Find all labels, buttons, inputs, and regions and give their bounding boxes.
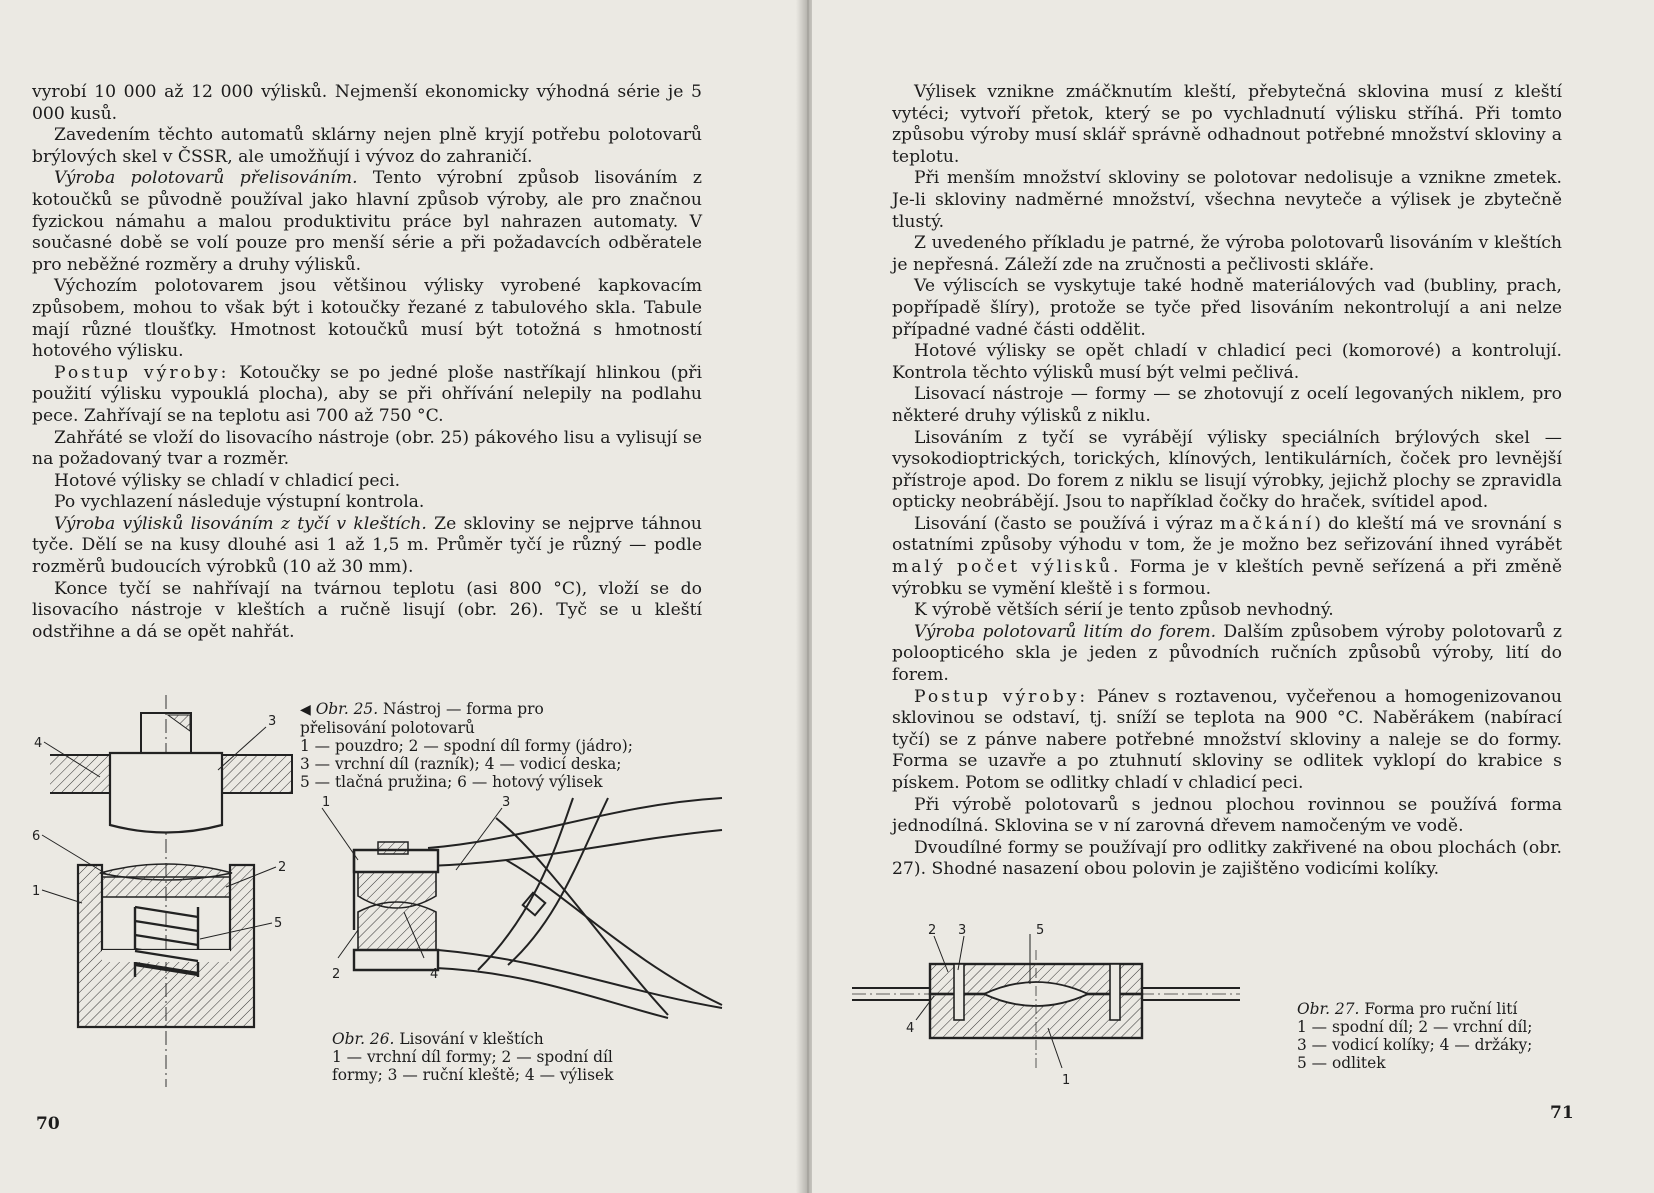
fig27-label-2: 2	[928, 923, 937, 938]
fig27-label-5: 5	[1036, 923, 1045, 938]
fig27-caption-line: Forma pro ruční lití	[1364, 1000, 1518, 1018]
paragraph	[32, 82, 702, 125]
fig26-label-3: 3	[502, 795, 511, 810]
fig25-label-6: 6	[32, 829, 41, 844]
fig26-label-4: 4	[430, 967, 439, 982]
paragraph	[892, 622, 1562, 687]
paragraph	[32, 492, 702, 514]
paragraph	[892, 341, 1562, 384]
figure-26-caption	[332, 1030, 702, 1084]
paragraph	[32, 514, 702, 579]
paragraph-text-run: Ze skloviny se nejprve táhnou tyče. Dělí se na kusy dlouhé asi 1 až 1,5 m. Průměr tyčí je různý — podle rozměrů budoucích výrobků (10 až 30 mm).	[32, 513, 702, 578]
fig25-caption-line: 5 — tlačná pružina; 6 — hotový výlisek	[300, 773, 603, 791]
paragraph-text-run: Ve výliscích se vyskytuje také hodně materiálových vad (bubliny, prach, popřípadě šlíry), protože se tyče před lisováním nekontrolují a ani nelze případné vadné části oddělit.	[892, 276, 1562, 340]
paragraph-text-run: Výroba výlisků lisováním z tyčí v kleštích.	[54, 513, 427, 534]
fig25-label-4: 4	[34, 736, 43, 751]
fig25-label-2: 2	[278, 860, 287, 875]
paragraph-text-run: Z uvedeného příkladu je patrné, že výroba polotovarů lisováním v kleštích je nepřesná. Záleží zde na zručnosti a pečlivosti skláře.	[892, 233, 1562, 275]
figure-25-press-tool-drawing	[30, 695, 320, 1090]
paragraph-text-run: Kotoučky se po jedné ploše nastříkají hlinkou (při použití výlisku vypouklá plocha), aby se při ohřívání nelepily na podlahu pece. Zahřívají se na teplotu asi 700 až 750 °C.	[32, 362, 702, 426]
paragraph-text-run: Při výrobě polotovarů s jednou plochou rovinnou se používá forma jednodílná. Sklovina se v ní zarovná dřevem namočeným ve vodě.	[892, 794, 1562, 837]
fig25-label-5: 5	[274, 916, 283, 931]
fig27-label-4: 4	[906, 1021, 915, 1036]
left-page-text	[32, 82, 702, 643]
paragraph-text-run: Výlisek vznikne zmáčknutím kleští, přebytečná sklovina musí z kleští vytéci; vytvoří přetok, který se po vychladnutí výlisku stříhá. Při tomto způsobu výroby musí sklář správně odhadnout potřebné množství skloviny a teplotu.	[892, 82, 1562, 167]
figure-27-casting-mould-drawing	[852, 920, 1242, 1095]
paragraph	[892, 384, 1562, 427]
paragraph	[32, 168, 702, 276]
paragraph-text-run: Při menším množství skloviny se polotovar nedolisuje a vznikne zmetek. Je-li skloviny nadměrné množství, všechna nevyteče a výlisek je zbytečně tlustý.	[892, 168, 1562, 232]
paragraph-text-run: Lisovací nástroje — formy — se zhotovují z ocelí legovaných niklem, pro některé druhy výlisků z niklu.	[892, 384, 1562, 426]
paragraph	[892, 82, 1562, 168]
paragraph-text-run: Zahřáté se vloží do lisovacího nástroje (obr. 25) pákového lisu a vylisují se na požadovaný tvar a rozměr.	[32, 427, 702, 470]
left-page-number: 70	[36, 1114, 60, 1134]
paragraph-text-run: Zavedením těchto automatů sklárny nejen plně kryjí potřebu polotovarů brýlových skel v ČSSR, ale umožňují i vývoz do zahraničí.	[32, 125, 702, 167]
paragraph-text-run: ) do kleští má ve srovnání s ostatními způsoby výhodu v tom, že je možno bez seřizování ihned vyrábět	[892, 513, 1562, 556]
right-page	[812, 0, 1654, 1193]
fig26-label-2: 2	[332, 967, 341, 982]
paragraph	[32, 276, 702, 362]
fig25-caption-line: 3 — vrchní díl (razník); 4 — vodicí deska;	[300, 755, 622, 773]
fig27-caption-title: Obr. 27.	[1297, 1000, 1360, 1018]
fig26-caption-line: formy; 3 — ruční kleště; 4 — výlisek	[332, 1066, 614, 1084]
paragraph-text-run: Forma je v kleštích pevně seřízená a při změně výrobku se vymění kleště i s formou.	[892, 557, 1562, 599]
fig27-caption-line: 5 — odlitek	[1297, 1054, 1386, 1072]
paragraph-text-run: Výroba polotovarů přelisováním.	[54, 168, 358, 189]
fig25-label-1: 1	[32, 884, 41, 899]
fig25-caption-line: přelisování polotovarů	[300, 719, 475, 737]
fig27-label-1: 1	[1062, 1073, 1071, 1088]
right-page-number: 71	[1550, 1103, 1574, 1123]
fig26-label-1: 1	[322, 795, 331, 810]
fig25-caption-line: Nástroj — forma pro	[383, 700, 544, 718]
paragraph-text-run: Tento výrobní způsob lisováním z kotoučků se původně používal jako hlavní způsob výroby, ale pro značnou fyzickou námahu a malou produktivitu práce byl nahrazen automaty. V současné době se volí pouze pro menší série a při požadavcích odběratele pro neběžné rozměry a druhy výlisků.	[32, 168, 702, 275]
paragraph	[32, 363, 702, 428]
paragraph-text-run: Lisování (často se používá i výraz	[914, 513, 1220, 534]
paragraph-text-run: Pánev s roztavenou, vyčeřenou a homogenizovanou sklovinou se odstaví, tj. sníží se teplota na 900 °C. Naběrákem (nabírací tyčí) se z pánve nabere potřebné množství skloviny a naleje se do formy. Forma se uzavře a po ztuhnutí skloviny se odlitek vyklopí do krabice s pískem. Potom se odlitky chladí v chladicí peci.	[892, 686, 1562, 793]
paragraph	[892, 168, 1562, 233]
fig27-caption-line: 3 — vodicí kolíky; 4 — držáky;	[1297, 1036, 1533, 1054]
figure-26-tongs-drawing	[318, 795, 728, 1015]
paragraph-text-run: Dalším způsobem výroby polotovarů z poloopticého skla je jeden z původních ručních způsobů výroby, lití do forem.	[892, 621, 1562, 686]
paragraph-text-run: Hotové výlisky se chladí v chladicí peci.	[54, 470, 401, 491]
paragraph-text-run: malý počet výlisků.	[892, 557, 1122, 578]
fig25-label-3: 3	[268, 714, 277, 729]
paragraph-text-run: mačkání	[1219, 513, 1315, 534]
fig25-arrow-icon: ◀	[300, 702, 311, 718]
paragraph-text-run: Postup výroby:	[914, 686, 1089, 707]
paragraph	[32, 428, 702, 471]
paragraph	[892, 428, 1562, 514]
paragraph-text-run: Postup výroby:	[54, 362, 230, 383]
paragraph-text-run: Konce tyčí se nahřívají na tvárnou teplotu (asi 800 °C), vloží se do lisovacího nástroje v kleštích a ručně lisují (obr. 26). Tyč se u kleští odstřihne a dá se opět nahřát.	[32, 578, 702, 642]
paragraph-text-run: Po vychlazení následuje výstupní kontrola.	[54, 492, 425, 513]
fig26-caption-title: Obr. 26.	[332, 1030, 395, 1048]
paragraph-text-run: Výroba polotovarů litím do forem.	[914, 621, 1217, 642]
left-page	[0, 0, 808, 1193]
right-page-text	[892, 82, 1562, 881]
paragraph	[32, 471, 702, 493]
paragraph	[892, 514, 1562, 600]
paragraph	[892, 795, 1562, 838]
paragraph	[892, 276, 1562, 341]
paragraph	[892, 838, 1562, 881]
fig27-caption-line: 1 — spodní díl; 2 — vrchní díl;	[1297, 1018, 1533, 1036]
paragraph-text-run: Hotové výlisky se opět chladí v chladicí peci (komorové) a kontrolují. Kontrola těchto výlisků musí být velmi pečlivá.	[892, 341, 1562, 383]
figure-27-caption	[1297, 1000, 1597, 1072]
fig25-caption-line: 1 — pouzdro; 2 — spodní díl formy (jádro);	[300, 737, 633, 755]
paragraph-text-run: Dvoudílné formy se používají pro odlitky zakřivené na obou plochách (obr. 27). Shodné nasazení obou polovin je zajištěno vodicími kolíky.	[892, 837, 1562, 880]
paragraph-text-run: K výrobě větších sérií je tento způsob nevhodný.	[914, 600, 1334, 621]
paragraph	[892, 233, 1562, 276]
paragraph-text-run: Lisováním z tyčí se vyrábějí výlisky speciálních brýlových skel — vysokodioptrických, torických, klínových, lentikulárních, čoček pro levnější přístroje apod. Do forem z niklu se lisují výrobky, jejichž plochy se zpravidla opticky neobrábějí. Jsou to například čočky do hraček, svítidel apod.	[892, 427, 1562, 513]
fig27-label-3: 3	[958, 923, 967, 938]
paragraph-text-run: Výchozím polotovarem jsou většinou výlisky vyrobené kapkovacím způsobem, mohou to však být i kotoučky řezané z tabulového skla. Tabule mají různé tloušťky. Hmotnost kotoučků musí být totožná s hmotností hotového výlisku.	[32, 276, 702, 362]
figure-25-caption	[300, 700, 720, 791]
paragraph	[892, 600, 1562, 622]
fig26-caption-line: 1 — vrchní díl formy; 2 — spodní díl	[332, 1048, 613, 1066]
paragraph	[892, 687, 1562, 795]
paragraph	[32, 579, 702, 644]
fig25-caption-title: Obr. 25.	[315, 700, 379, 718]
paragraph-text-run: vyrobí 10 000 až 12 000 výlisků. Nejmenší ekonomicky výhodná série je 5 000 kusů.	[32, 82, 702, 124]
fig26-caption-line: Lisování v kleštích	[399, 1030, 544, 1048]
paragraph	[32, 125, 702, 168]
